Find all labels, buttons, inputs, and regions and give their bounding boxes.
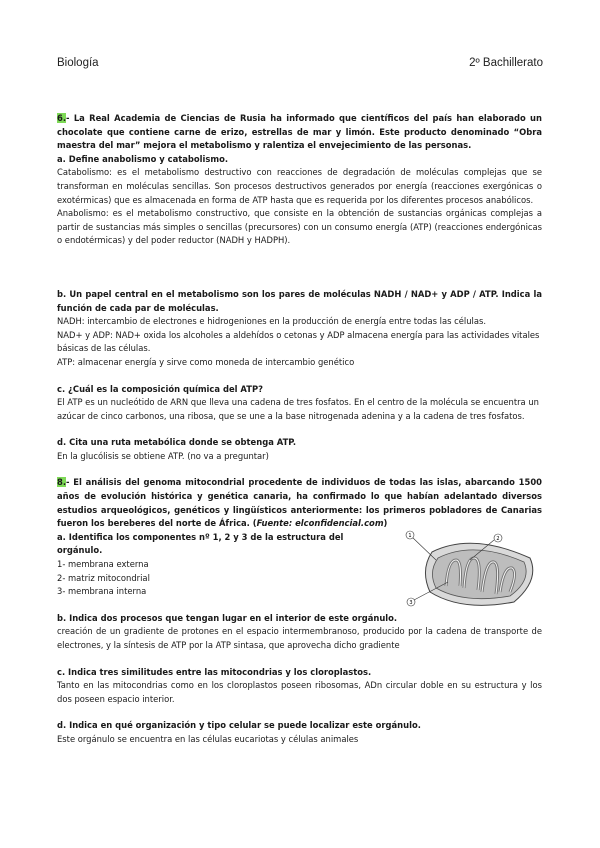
q8-intro: 8.- El análisis del genoma mitocondrial procedente de individuos de todas las islas, abarcando 1500 años de evolución histórica y genética canaria, ha confirmado lo que habían adelantado diversos estudios arqueológicos, genéticos y lingüísticos anteriormente: los primeros pobladores de Canarias fueron los bereberes del norte de África. (Fuente: elconfidencial.com) bbox=[57, 477, 542, 529]
q8-number: 8. bbox=[57, 477, 67, 488]
q8a-item-1: 1- membrana externa bbox=[57, 559, 149, 570]
figure-label-2: 2 bbox=[496, 536, 500, 543]
q6-number: 6. bbox=[57, 113, 67, 123]
course-label: 2º Bachillerato bbox=[469, 57, 543, 69]
page-header bbox=[57, 57, 543, 73]
q8b-answer: creación de un gradiente de protones en el espacio intermembranoso, producido por la cadena de transporte de electrones, y la síntesis de ATP por la ATP sintasa, que aprovecha dicho gradiente bbox=[57, 626, 542, 650]
q6b-answer-atp: ATP: almacenar energía y sirve como moneda de intercambio genético bbox=[57, 356, 355, 367]
q8c-question: c. Indica tres similitudes entre las mitocondrias y los cloroplastos. bbox=[57, 666, 372, 677]
q6a-question: a. Define anabolismo y catabolismo. bbox=[57, 153, 229, 164]
q8a-item-2: 2- matriz mitocondrial bbox=[57, 572, 150, 583]
q8-section bbox=[57, 476, 542, 746]
q6-intro: 6.- La Real Academia de Ciencias de Rusia ha informado que científicos del país han elaborado un chocolate que contiene carne de erizo, estrellas de mar y limón. Este producto denominado “Obra maestra del mar” mejora el metabolismo y ralentiza el envejecimiento de las personas. bbox=[57, 113, 542, 151]
pointer-line-1 bbox=[412, 537, 436, 560]
q6b-question: b. Un papel central en el metabolismo son los pares de moléculas NADH / NAD+ y ADP / ATP. Indica la función de cada par de moléculas. bbox=[57, 288, 542, 313]
q8d-question: d. Indica en qué organización y tipo celular se puede localizar este orgánulo. bbox=[57, 720, 421, 731]
q6c-answer: El ATP es un nucleótido de ARN que lleva una cadena de tres fosfatos. En el centro de la molécula se encuentra un azúcar de cinco carbonos, una ribosa, que se une a la base nitrogenada adenina y a la cadena de tres fosfatos. bbox=[57, 397, 539, 421]
figure-label-1: 1 bbox=[408, 533, 412, 540]
q6b-answer-nadh: NADH: intercambio de electrones e hidrogeniones en la producción de energía entre todas las células. bbox=[57, 316, 486, 327]
q8a-item-3: 3- membrana interna bbox=[57, 586, 147, 597]
q8b-question: b. Indica dos procesos que tengan lugar en el interior de este orgánulo. bbox=[57, 612, 398, 623]
q6a-answer-catabolismo: Catabolismo: es el metabolismo destructivo con reacciones de degradación de moléculas complejas que se transforman en moléculas sencillas. Son procesos destructivos generados por energía (reacciones exergónicas o exotérmicas) que es almacenada en forma de ATP hasta que es requerida por los diferentes procesos anabólicos. bbox=[57, 167, 542, 205]
q6b-answer-nad-adp: NAD+ y ADP: NAD+ oxida los alcoholes a aldehídos o cetonas y ADP almacena energía para las actividades vitales básicas de las células. bbox=[57, 329, 540, 354]
figure-label-3: 3 bbox=[409, 600, 413, 607]
q6c-question: c. ¿Cuál es la composición química del ATP? bbox=[57, 383, 263, 394]
q8a-question: a. Identifica los componentes nº 1, 2 y 3 de la estructura del orgánulo. bbox=[57, 531, 344, 556]
q6a-answer-anabolismo: Anabolismo: es el metabolismo constructivo, que consiste en la obtención de sustancias orgánicas complejas a partir de sustancias más simples o sencillas (precursores) con un consumo energía (ATP) (reacciones endergónicas o endotérmicas) y del poder reductor (NADH y HADPH). bbox=[57, 208, 542, 246]
q8d-answer: Este orgánulo se encuentra en las células eucariotas y células animales bbox=[57, 733, 359, 744]
q6d-question: d. Cita una ruta metabólica donde se obtenga ATP. bbox=[57, 437, 297, 448]
q8-source: Fuente: elconfidencial.com bbox=[256, 518, 384, 529]
document-body bbox=[57, 112, 542, 747]
q8c-answer: Tanto en las mitocondrias como en los cloroplastos poseen ribosomas, ADn circular doble en su estructura y los dos poseen espacio interior. bbox=[57, 680, 542, 704]
q6d-answer: En la glucólisis se obtiene ATP. (no va a preguntar) bbox=[57, 450, 269, 461]
subject-label: Biología bbox=[57, 57, 99, 69]
mitochondrion-diagram bbox=[402, 530, 542, 610]
